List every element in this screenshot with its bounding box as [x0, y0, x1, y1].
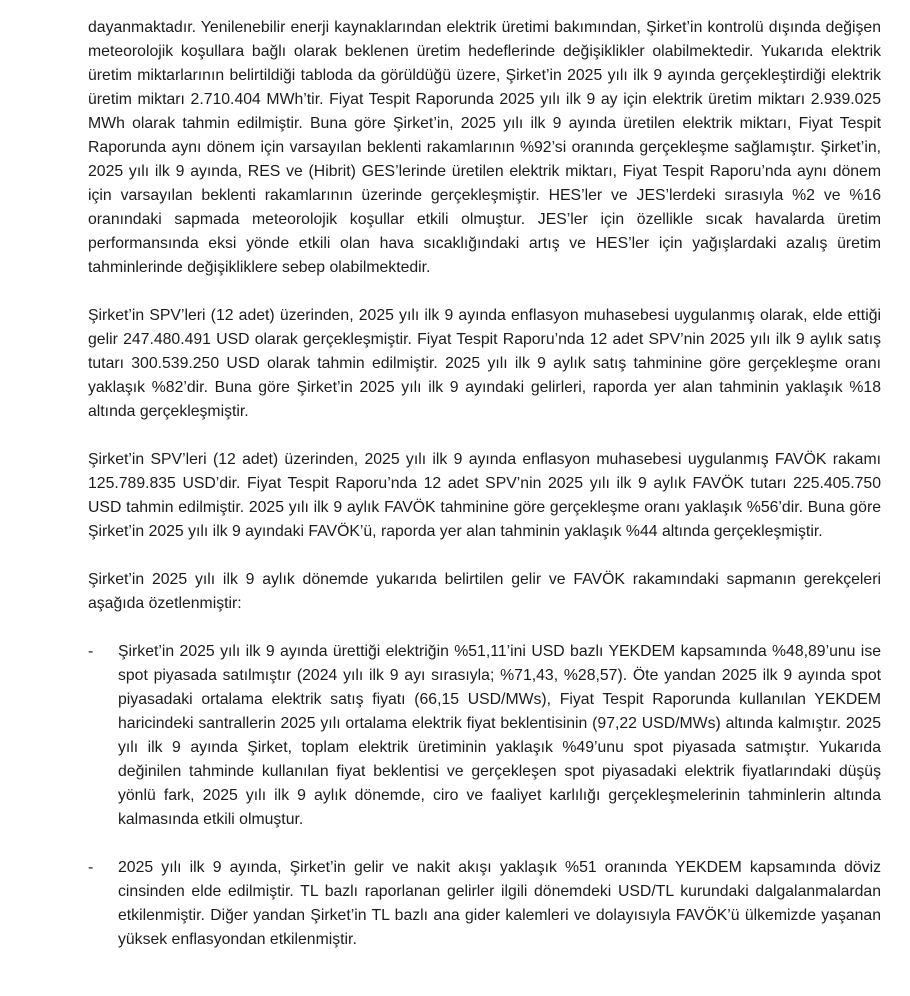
paragraph-production-deviation: dayanmaktadır. Yenilenebilir enerji kaynaklarından elektrik üretimi bakımından, Şirket’in kontrolü dışında değişen meteorolojik koşullara bağlı olarak beklenen üretim hedeflerinde değişiklikler olabilmektedir. Yukarıda elektrik üretim miktarlarının belirtildiği tabloda da görüldüğü üzere, Şirket’in 2025 yılı ilk 9 ayında gerçekleştirdiği elektrik üretim miktarı 2.710.404 MWh’tir. Fiyat Tespit Raporunda 2025 yılı ilk 9 ay için elektrik üretim miktarı 2.939.025 MWh olarak tahmin edilmiştir. Buna göre Şirket’in, 2025 yılı ilk 9 ayında üretilen elektrik miktarı, Fiyat Tespit Raporunda aynı dönem için varsayılan beklenti rakamlarının %92’si oranında gerçekleşme sağlamıştır. Şirket’in, 2025 yılı ilk 9 ayında, RES ve (Hibrit) GES’lerinde üretilen elektrik miktarı, Fiyat Tespit Raporu’nda aynı dönem için varsayılan beklenti rakamlarının üzerinde gerçekleşmiştir. HES’ler ve JES’lerdeki sırasıyla %2 ve %16 oranındaki sapmada meteorolojik koşullar etkili olmuştur. JES’ler için özellikle sıcak havalarda üretim performansında eksi yönde etkili olan hava sıcaklığındaki artış ve HES’ler için yağışlardaki azalış üretim tahminlerinde değişikliklere sebep olabilmektedir. [88, 19, 881, 276]
list-item-text: Şirket’in 2025 yılı ilk 9 ayında ürettiği elektriğin %51,11’ini USD bazlı YEKDEM kapsamında %48,89’unu ise spot piyasada satılmıştır (2024 yılı ilk 9 ayı sırasıyla; %71,43, %28,57). Öte yandan 2025 ilk 9 ayında spot piyasadaki ortalama elektrik satış fiyatı (66,15 USD/MWs), Fiyat Tespit Raporunda kullanılan YEKDEM haricindeki santrallerin 2025 yılı ortalama elektrik fiyat beklentisinin (97,22 USD/MWs) altında kalmıştır. 2025 yılı ilk 9 ayında Şirket, toplam elektrik üretiminin yaklaşık %49’unu spot piyasada satmıştır. Yukarıda değinilen tahminde kullanılan fiyat beklentisi ve gerçekleşen spot piyasadaki elektrik fiyatlarındaki düşüş yönlü fark, 2025 yılı ilk 9 aylık dönemde, ciro ve faaliyet karlılığı gerçekleşmelerinin tahminlerin altında kalmasında etkili olmuştur. [118, 643, 881, 828]
list-item-text: 2025 yılı ilk 9 ayında, Şirket’in gelir ve nakit akışı yaklaşık %51 oranında YEKDEM kapsamında döviz cinsinden elde edilmiştir. TL bazlı raporlanan gelirler ilgili dönemdeki USD/TL kurundaki dalgalanmalardan etkilenmiştir. Diğer yandan Şirket’in TL bazlı ana gider kalemleri ve dolayısıyla FAVÖK’ü ülkemizde yaşanan yüksek enflasyondan etkilenmiştir. [118, 859, 881, 948]
list-item-fx-inflation [88, 856, 881, 952]
paragraph-ebitda-realization: Şirket’in SPV’leri (12 adet) üzerinden, 2025 yılı ilk 9 ayında enflasyon muhasebesi uygulanmış FAVÖK rakamı 125.789.835 USD’dir. Fiyat Tespit Raporu’nda 12 adet SPV’nin 2025 yılı ilk 9 aylık FAVÖK tutarı 225.405.750 USD tahmin edilmiştir. 2025 yılı ilk 9 aylık FAVÖK tahminine göre gerçekleşme oranı yaklaşık %56’dir. Buna göre Şirket’in 2025 yılı ilk 9 ayındaki FAVÖK’ü, raporda yer alan tahminin yaklaşık %44 altında gerçekleşmiştir. [88, 451, 881, 540]
bullet-dash-marker: - [88, 643, 94, 660]
paragraph-revenue-realization: Şirket’in SPV’leri (12 adet) üzerinden, 2025 yılı ilk 9 ayında enflasyon muhasebesi uygulanmış olarak, elde ettiği gelir 247.480.491 USD olarak gerçekleşmiştir. Fiyat Tespit Raporu’nda 12 adet SPV’nin 2025 yılı ilk 9 aylık satış tutarı 300.539.250 USD olarak tahmin edilmiştir. 2025 yılı ilk 9 aylık satış tahminine göre gerçekleşme oranı yaklaşık %82’dir. Buna göre Şirket’in 2025 yılı ilk 9 ayındaki gelirleri, raporda yer alan tahminin yaklaşık %18 altında gerçekleşmiştir. [88, 307, 881, 420]
paragraph-deviation-reasons-intro: Şirket’in 2025 yılı ilk 9 aylık dönemde yukarıda belirtilen gelir ve FAVÖK rakamındaki sapmanın gerekçeleri aşağıda özetlenmiştir: [88, 571, 881, 612]
list-item-spot-price [88, 640, 881, 832]
bullet-dash-marker: - [88, 859, 94, 876]
